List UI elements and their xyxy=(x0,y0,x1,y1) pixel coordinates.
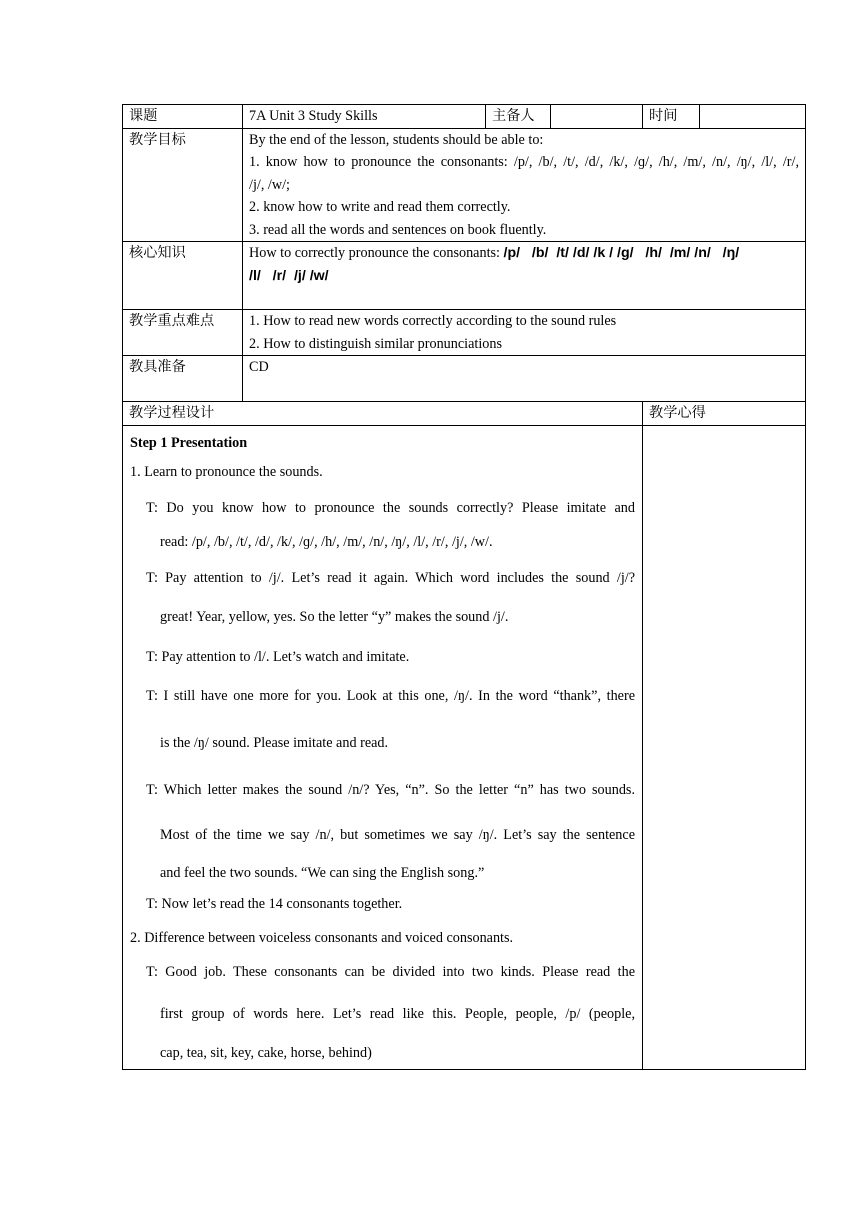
core-knowledge-content xyxy=(243,242,806,310)
teacher-line: and feel the two sounds. “We can sing the English song.” xyxy=(160,864,485,881)
step-title: Step 1 Presentation xyxy=(130,434,248,451)
core-knowledge-line-1 xyxy=(249,242,799,265)
teacher-line: T: Which letter makes the sound /n/? Yes, “n”. So the letter “n” has two sounds. xyxy=(146,781,635,798)
key-points-row xyxy=(123,310,806,356)
objectives-line: 3. read all the words and sentences on book fluently. xyxy=(249,221,547,238)
teacher-line: read: /p/, /b/, /t/, /d/, /k/, /ɡ/, /h/, /m/, /n/, /ŋ/, /l/, /r/, /j/, /w/. xyxy=(160,533,493,550)
topic-value: 7A Unit 3 Study Skills xyxy=(243,105,486,129)
teacher-line: T: Now let’s read the 14 consonants together. xyxy=(146,895,403,912)
teacher-line: first group of words here. Let’s read like this. People, people, /p/ (people, xyxy=(160,1005,635,1022)
teacher-line: T: I still have one more for you. Look at this one, /ŋ/. In the word “thank”, there xyxy=(146,687,635,704)
section-2-title: 2. Difference between voiceless consonants and voiced consonants. xyxy=(130,929,514,946)
preparer-value xyxy=(551,105,643,129)
tools-value: CD xyxy=(243,356,806,402)
teacher-line: T: Pay attention to /j/. Let’s read it again. Which word includes the sound /j/? xyxy=(146,569,635,586)
objectives-line: By the end of the lesson, students should be able to: xyxy=(249,131,544,148)
process-header-row xyxy=(123,402,806,426)
core-knowledge-label: 核心知识 xyxy=(123,242,243,310)
key-points-content xyxy=(243,310,806,356)
section-1-title: 1. Learn to pronounce the sounds. xyxy=(130,463,323,480)
tools-label: 教具准备 xyxy=(123,356,243,402)
core-knowledge-row xyxy=(123,242,806,310)
topic-label: 课题 xyxy=(123,105,243,129)
process-body-row xyxy=(123,425,806,1069)
objectives-row xyxy=(123,128,806,242)
process-label: 教学过程设计 xyxy=(123,402,643,426)
lesson-plan-table xyxy=(122,104,806,1070)
consonant-symbols-2: /l/ /r/ /j/ /w/ xyxy=(249,267,329,284)
time-label: 时间 xyxy=(643,105,700,129)
preparer-label: 主备人 xyxy=(486,105,551,129)
reflection-label: 教学心得 xyxy=(643,402,806,426)
tools-row xyxy=(123,356,806,402)
objectives-line: /j/, /w/; xyxy=(249,176,290,193)
objectives-content xyxy=(243,128,806,242)
teacher-line: is the /ŋ/ sound. Please imitate and read. xyxy=(160,734,389,751)
teacher-line: great! Year, yellow, yes. So the letter “y” makes the sound /j/. xyxy=(160,608,509,625)
header-row xyxy=(123,105,806,129)
teacher-line: Most of the time we say /n/, but sometimes we say /ŋ/. Let’s say the sentence xyxy=(160,826,635,843)
key-point-line: 2. How to distinguish similar pronunciations xyxy=(249,335,502,352)
teacher-line: cap, tea, sit, key, cake, horse, behind) xyxy=(160,1044,372,1061)
objectives-label: 教学目标 xyxy=(123,128,243,242)
objectives-line: 2. know how to write and read them correctly. xyxy=(249,199,511,215)
reflection-content xyxy=(643,425,806,1069)
key-point-line: 1. How to read new words correctly according to the sound rules xyxy=(249,313,617,329)
key-points-label: 教学重点难点 xyxy=(123,310,243,356)
teacher-line: T: Pay attention to /l/. Let’s watch and imitate. xyxy=(146,648,410,665)
process-content xyxy=(123,425,643,1069)
time-value xyxy=(700,105,806,129)
core-intro: How to correctly pronounce the consonants: xyxy=(249,245,504,261)
teacher-line: T: Good job. These consonants can be divided into two kinds. Please read the xyxy=(146,963,635,980)
objectives-line: 1. know how to pronounce the consonants: /p/, /b/, /t/, /d/, /k/, /ɡ/, /h/, /m/, /n/, /ŋ/, /l/, /r/, xyxy=(249,154,799,170)
consonant-symbols-1: /p/ /b/ /t/ /d/ /k / /g/ /h/ /m/ /n/ /ŋ/ xyxy=(503,245,740,261)
teacher-line: T: Do you know how to pronounce the sounds correctly? Please imitate and xyxy=(146,499,635,516)
